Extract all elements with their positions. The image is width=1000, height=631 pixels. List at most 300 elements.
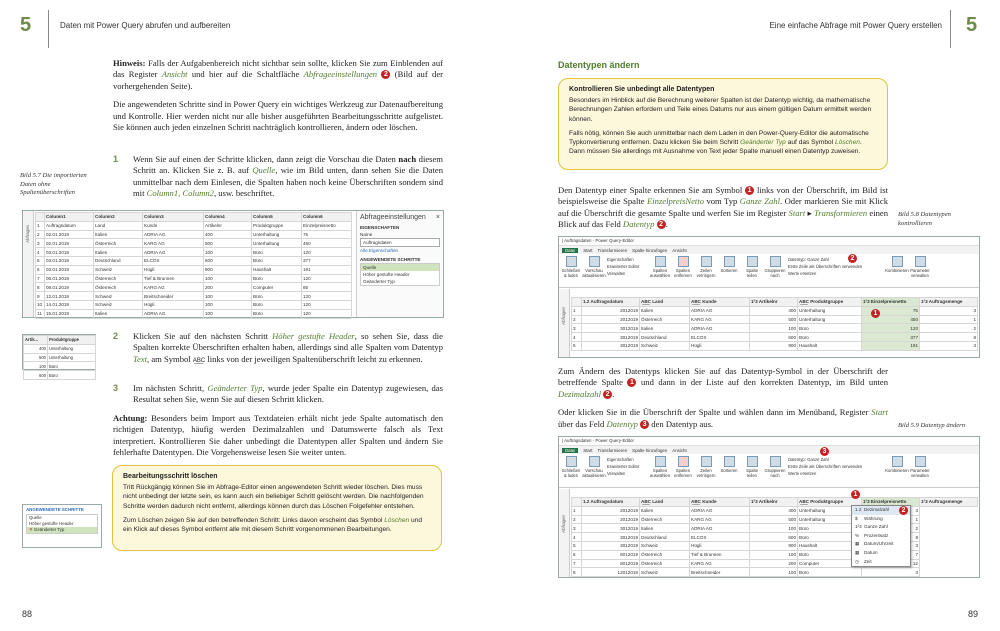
table-cell: 15.01.2019 [45,309,94,318]
table-row[interactable] [36,292,352,301]
table-cell: Breitschneider [690,568,750,577]
step-item[interactable]: Höher gestufte Header [29,521,74,526]
table-cell: Unterhaltung [798,506,862,515]
reduce-rows-button[interactable]: Zeilen verringern [696,256,716,285]
advanced-editor-button[interactable]: Erweiterter Editor [607,264,640,269]
properties-heading: EIGENSCHAFTEN [360,225,400,230]
table-cell: Büro [252,248,302,257]
chapter-number: 5 [966,14,978,36]
table-cell: Österreich [640,515,690,524]
table-row[interactable] [36,274,352,283]
table-row[interactable] [36,256,352,265]
table-cell: 377 [302,256,352,265]
table-cell: 900 [750,341,798,350]
table-cell: 3 [862,541,920,550]
table-cell: 7 [572,559,582,568]
datatype-icon: ◷ [855,558,860,564]
table-cell: 4 [36,248,45,257]
menu-item[interactable]: ◷ Zeit [855,558,872,564]
warning-paragraph: Achtung: Besonders beim Import aus Textdateien erhält nicht jede Spalte automatisch den richtigen Datentyp, häufig werden Dezimalzahlen und Datumswerte falsch als Text interpretiert. Kontrollieren Sie daher unbedingt die Datentypen aller Spalten und ändern Sie fehlerhafte Datentypen. Die Vorgehensweise lesen Sie weiter unten. [113,413,443,458]
window-title: | Auftragsdaten - Power Query-Editor [559,237,979,246]
figure-caption-5-9: Bild 5.9 Datentyp ändern [898,422,966,429]
menu-item[interactable]: % Prozentsatz [855,532,889,538]
tab-file[interactable]: Datei [562,448,578,453]
table-cell: Schweiz [94,292,143,301]
table-cell: Italien [640,324,690,333]
table-cell: 2 [36,230,45,239]
table-cell: 75 [302,230,352,239]
delete-icon: ✕ [29,527,33,532]
figure-caption-5-7: Bild 5.7 Die importierten Daten ohne Spaltenüberschriften [20,172,87,197]
table-cell: 5 [572,541,582,550]
table-cell: 400 [24,344,48,353]
table-cell: 3012019 [582,533,640,542]
table-cell: 4 [572,533,582,542]
name-field[interactable]: Auftragsdaten [360,238,440,247]
table-cell: Büro [252,256,302,265]
table-cell: ADRIA AG [690,324,750,333]
table-cell: 3 [862,568,920,577]
table-cell: KARG AG [690,315,750,324]
table-cell: 7 [36,274,45,283]
table-cell: 2012019 [582,515,640,524]
step-item[interactable]: ✕ Geänderter Typ [27,527,97,533]
table-cell: Unterhaltung [798,306,862,315]
table-cell: Hügli [690,541,750,550]
table-cell: 100 [750,524,798,533]
table-cell: Haushalt [798,341,862,350]
table-cell: 100 [204,309,252,318]
column-header[interactable]: 1.2 Auftragsdatum [582,298,640,307]
datatype-icon: ▦ [855,549,860,555]
table-row[interactable] [24,362,96,371]
combine-button[interactable]: Kombinieren [887,256,907,285]
table-cell: Büro [252,300,302,309]
callout-badge: 3 [820,447,829,456]
table-cell: Büro [252,292,302,301]
table-cell: Schweiz [94,300,143,309]
column-header[interactable]: Column1 [45,213,94,222]
table-row[interactable] [36,265,352,274]
table-cell: Österreich [640,315,690,324]
callout-badge: 1 [871,309,880,318]
table-cell: Italien [94,248,143,257]
table-cell: Büro [798,533,862,542]
table-cell: 03.01.2019 [45,265,94,274]
data-grid [571,297,978,351]
table-cell: Büro [252,309,302,318]
menu-item[interactable]: 1²3 Ganze Zahl [855,524,888,530]
text-type-icon: A͟B͟C [192,357,206,364]
table-row[interactable] [24,371,96,380]
datatype-note: Kontrollieren Sie unbedingt alle Datentypen Besonders im Hinblick auf die Berechnung weiterer Spalten ist der Datentyp wichtig, da mathematische Berechnungen Zahlen erfordern und Teile eines Datums nur aus einem gültigen Datum ermittelt werden können. Falls nötig, können Sie auch unmittelbar nach dem Laden in den Power-Query-Editor die automatische Typkonvertierung entfernen. Dazu klicken Sie beim Schritt Geänderter Typ auf das Symbol Löschen. Dann müssen Sie allerdings mit Ausnahme von Text jeder Spalte manuell einen Datentyp zuweisen. [558,78,888,170]
table-cell: ADRIA AG [690,506,750,515]
table-cell: Schweiz [94,265,143,274]
table-cell: 7 [862,550,920,559]
table-cell: 2012019 [582,315,640,324]
right-page [500,0,1000,631]
table-cell: 8 [862,533,920,542]
tab-start[interactable]: Start [583,447,593,453]
menu-item[interactable]: ▦ Datum/Uhrzeit [855,541,894,547]
tab-transform[interactable]: Transformieren [597,247,628,253]
table-cell: Unterhaltung [252,239,302,248]
table-row[interactable] [36,248,352,257]
menu-item[interactable]: ▦ Datum [855,549,878,555]
table-cell: Büro [48,371,96,380]
table-cell: 120 [302,309,352,318]
figure-caption-5-8: Bild 5.8 Datentypen kontrollieren [898,211,951,227]
table-cell: Unterhaltung [48,353,96,362]
datatype-icon: ▦ [855,541,860,547]
table-cell: 3 [920,306,978,315]
table-row[interactable] [572,515,978,524]
table-row[interactable] [36,230,352,239]
applied-steps-heading: ANGEWENDETE SCHRITTE [360,257,421,262]
first-row-headers-button[interactable]: Erste Zeile als Überschriften verwenden [788,264,863,269]
table-cell: 900 [204,265,252,274]
table-cell: Hügli [143,265,204,274]
table-cell: Deutschland [640,333,690,342]
column-header[interactable]: Column3 [143,213,204,222]
table-cell: 3 [862,506,920,515]
section-title: Datentypen ändern [558,60,640,70]
datatype-icon: $ [855,515,858,521]
table-cell: Italien [640,306,690,315]
callout-badge: 2 [381,70,390,79]
manage-button[interactable]: Verwalten [607,271,626,276]
table-cell: 10 [36,300,45,309]
table-cell: 450 [862,315,920,324]
table-cell: 500 [750,315,798,324]
table-cell: Italien [94,230,143,239]
table-cell: 3012019 [582,541,640,550]
table-cell: 450 [302,239,352,248]
table-row[interactable] [572,324,978,333]
choose-columns-button[interactable]: Spalten auswählen [650,256,670,285]
queries-pane-label: Abfragen [25,225,30,243]
table-cell: 3 [572,524,582,533]
table-cell: 5 [572,341,582,350]
table-cell: Schweiz [640,541,690,550]
page-number: 88 [22,609,33,619]
column-header: Artik... [24,336,48,345]
table-cell: 3012019 [582,333,640,342]
table-cell: 3012019 [582,524,640,533]
table-row[interactable] [572,568,978,577]
note-title: Bearbeitungsschritt löschen [123,473,218,480]
table-cell: 200 [204,283,252,292]
table-cell: 100 [204,300,252,309]
table-cell: ADRIA AG [690,306,750,315]
table-cell: 500 [24,353,48,362]
table-cell: 500 [750,515,798,524]
header-rule [48,10,49,48]
table-cell: 900 [750,541,798,550]
table-row[interactable] [572,533,978,542]
column-header[interactable]: A͟B͟C Kunde [690,298,750,307]
table-cell: Land [94,221,143,230]
table-cell: 600 [750,533,798,542]
table-cell: Unterhaltung [48,344,96,353]
datatype-dropdown[interactable]: Datentyp: Ganze Zahl [788,257,829,262]
callout-badge: 1 [851,490,860,499]
tab-file[interactable]: Datei [562,248,578,253]
table-cell: 12.01.2019 [45,292,94,301]
tab-transform[interactable]: Transformieren [597,447,628,453]
table-cell: ADRIA AG [690,524,750,533]
table-cell: ADRIA AG [143,248,204,257]
table-cell: 3012019 [582,324,640,333]
tab-view[interactable]: Ansicht [672,247,687,253]
pane-title: Abfrageeinstellungen [360,214,426,221]
table-cell: 03.01.2019 [45,248,94,257]
table-cell: 5 [36,256,45,265]
table-cell: 1 [572,506,582,515]
table-cell: 85 [302,283,352,292]
table-cell: Büro [798,568,862,577]
tab-add-column[interactable]: Spalte hinzufügen [632,447,668,453]
column-header: Produktgruppe [48,336,96,345]
step-3-text: Im nächsten Schritt, Geänderter Typ, wurde jeder Spalte ein Datentyp zugewiesen, das Resultat sehen Sie, wenn Sie auf diesen Schritt klicken. [133,383,443,405]
table-cell: Haushalt [252,265,302,274]
header-rule [950,10,951,48]
tab-add-column[interactable]: Spalte hinzufügen [632,247,668,253]
note-title: Kontrollieren Sie unbedingt alle Datentypen [569,86,715,93]
step-item[interactable]: Quelle [29,515,42,520]
column-header[interactable]: Column4 [204,213,252,222]
table-cell: 4 [572,333,582,342]
tab-start[interactable]: Start [583,247,593,253]
sort-button[interactable]: Sortieren [719,256,739,285]
table-cell: 600 [750,333,798,342]
table-cell: KARG AG [690,559,750,568]
column-header[interactable]: Column6 [302,213,352,222]
table-cell: 12012019 [582,568,640,577]
step-number: 2 [113,331,119,341]
table-cell: 02.01.2019 [45,230,94,239]
table-cell: Breitschneider [143,292,204,301]
close-load-button[interactable]: Schließen & laden [561,256,581,285]
table-row[interactable] [572,524,978,533]
table-cell: Hügli [690,341,750,350]
refresh-preview-button[interactable]: Vorschau aktualisieren [584,256,604,285]
table-cell: Produktgruppe [252,221,302,230]
running-head: Eine einfache Abfrage mit Power Query erstellen [769,21,942,30]
table-cell: Italien [640,506,690,515]
column-header[interactable]: A͟B͟C Land [640,298,690,307]
table-cell: Schweiz [640,568,690,577]
replace-values-button[interactable]: Werte ersetzen [788,271,817,276]
table-cell: 377 [862,333,920,342]
step-item[interactable]: Geänderter Typ [363,279,395,284]
change-type-paragraph: Zum Ändern des Datentyps klicken Sie auf das Datentyp-Symbol in der Überschrift der betreffende Spalte 1 und dann in der Liste auf den korrekten Datentyp, im Bild unten Dezimalzahl 2 . Oder klicken Sie in die Überschrift der Spalte und wählen dann im Menüband, Register Start über das Feld Datentyp 3 den Datentyp aus. [558,366,888,429]
table-cell: Computer [798,559,862,568]
table-cell: Haushalt [798,541,862,550]
table-cell: KARG AG [143,283,204,292]
table-cell: 02.01.2019 [45,239,94,248]
manage-parameters-button[interactable]: Parameter verwalten [910,256,930,285]
table-cell: KARG AG [143,239,204,248]
table-cell: 600 [24,371,48,380]
column-header[interactable]: Column2 [94,213,143,222]
table-row[interactable] [36,300,352,309]
table-cell: Computer [252,283,302,292]
table-cell: 6 [572,550,582,559]
datatype-icon: % [855,532,860,538]
table-cell: 03.01.2019 [45,256,94,265]
table-cell: ADRIA AG [143,230,204,239]
ribbon [559,254,979,288]
table-cell: 1 [572,306,582,315]
column-header[interactable]: 1²3 Auftragsmenge [920,298,978,307]
table-cell: 1 [920,315,978,324]
table-cell: 8012019 [582,559,640,568]
body-text-top [113,58,443,140]
all-properties-link[interactable]: Alle Eigenschaften [360,248,399,253]
table-cell: 3 [36,239,45,248]
table-row[interactable] [36,309,352,318]
table-row[interactable] [36,221,352,230]
table-cell: Unterhaltung [252,230,302,239]
table-cell: 2 [572,315,582,324]
table-cell: 2 [572,515,582,524]
table-cell: Tief & Brunnen [690,550,750,559]
close-icon[interactable]: × [435,214,440,221]
table-row[interactable] [572,550,978,559]
table-cell: 400 [750,306,798,315]
table-cell: Österreich [94,274,143,283]
table-cell: 2 [862,524,920,533]
table-row[interactable] [36,239,352,248]
menu-item[interactable]: 1.2 Dezimalzahl [852,506,910,515]
table-cell: 1 [862,515,920,524]
data-grid-2: 1.2 Auftragsdatum A͟B͟C Land A͟B͟C Kunde 1²3 Artikelnr A͟B͟C Produktgruppe 1²3 Einzelpreisnetto 1²3 Auftragsmenge 1 2012019 Italien ADRIA AG 400 Unterhaltung 3 2 2012019 Österreich KARG AG 500 Unterhaltung 1 3 3012019 Italien ADRIA AG 100 Büro 2 4 3012019 Deutschland ELCOX 600 Büro 8 5 3012019 Schweiz Hügli 900 Haushalt 3 6 6012019 Österreich Tief & Brunnen 100 Büro 7 7 8012019 Österreich KARG AG 200 Computer 12 8 12012019 Schweiz Breitschneider 100 Büro 3 [571,497,978,577]
table-cell: Deutschland [94,256,143,265]
table-cell: 3 [572,324,582,333]
step-2-text: Klicken Sie auf den nächsten Schritt Höher gestufte Header, so sehen Sie, dass die Spalten korrekte Überschriften erhalten haben, allerdings sind alle Spalten vom Datentyp Text, am Symbol A͟B͟C links von der jeweiligen Spaltenüberschrift leicht zu erkennen. [133,331,443,364]
table-cell: 12 [862,559,920,568]
table-row[interactable] [36,283,352,292]
table-row[interactable] [572,341,978,350]
table-cell: KARG AG [690,515,750,524]
table-cell: Unterhaltung [798,515,862,524]
callout-badge: 2 [899,506,908,515]
table-cell: ELCOX [690,533,750,542]
datatype-dropdown[interactable]: Datentyp: Ganze Zahl [788,457,829,462]
table-cell: Österreich [94,283,143,292]
table-row[interactable] [572,306,978,315]
table-cell: ELCOX [690,333,750,342]
table-cell: Einzelpreisnetto [302,221,352,230]
table-cell: 100 [750,324,798,333]
table-cell: Büro [252,274,302,283]
table-cell: 3012019 [582,341,640,350]
table-cell: 1 [36,221,45,230]
chapter-number: 5 [20,14,32,36]
delete-step-note: Bearbeitungsschritt löschen Tritt Rückgängig können Sie im Abfrage-Editor einen angewendeten Schritt wieder löschen. Dies muss nicht unbedingt der letzte sein, es kann auch ein beliebiger Schritt gelöscht werden. Die nachfolgenden Schritte werden dadurch nicht entfernt, allerdings können durch das Löschen Folgefehler entstehen. Zum Löschen zeigen Sie auf den betreffenden Schritt: Links davon erscheint das Symbol Löschen und ein Klick auf dieses Symbol entfernt alle mit diesem Schritt vorgenommenen Bearbeitungen. [112,465,442,551]
table-cell: 191 [862,341,920,350]
page-number: 89 [967,609,978,619]
name-label: Name [360,232,373,237]
menu-item[interactable]: $ Währung [855,515,883,521]
table-cell: 3 [920,341,978,350]
table-row[interactable] [24,353,96,362]
table-cell: Deutschland [640,533,690,542]
table-cell: 2 [920,324,978,333]
table-cell: 11 [36,309,45,318]
column-header-selected[interactable]: 1²3 Einzelpreisnetto [862,498,920,507]
table-cell: 120 [862,324,920,333]
table-row[interactable] [572,541,978,550]
preview-table [35,212,352,319]
queries-pane-label: Abfragen [561,307,566,325]
datatype-paragraph: Den Datentyp einer Spalte erkennen Sie am Symbol 1 links von der Überschrift, im Bild ist beispielsweise die Spalte EinzelpreisNetto vom Typ Ganze Zahl. Oder markieren Sie mit Klick auf die Überschrift die gesamte Spalte und werfen Sie im Register Start ▸ Transformieren einen Blick auf das Feld Datentyp 2 . [558,185,888,230]
column-header[interactable]: A͟B͟C Produktgruppe [798,298,862,307]
table-cell: Büro [798,333,862,342]
column-header-selected[interactable]: 1²3 Einzelpreisnetto [862,298,920,307]
step-item[interactable]: Quelle [361,264,439,271]
table-cell: 100 [24,362,48,371]
step-1-text: Wenn Sie auf einen der Schritte klicken, dann zeigt die Vorschau die Daten nach diesem Schritt an. Klicken Sie z. B. auf Quelle, wie im Bild unten, dann sehen Sie die Daten unmittelbar nach dem Einlesen, die Spalten haben noch keine Überschriften sondern sind mit Column1, Column2, usw. beschriftet. [133,154,443,199]
table-cell: Büro [798,524,862,533]
table-cell: Büro [798,324,862,333]
tab-view[interactable]: Ansicht [672,447,687,453]
table-cell: 100 [204,248,252,257]
table-cell: ELCOX [143,256,204,265]
table-cell: Artikelnr [204,221,252,230]
column-header[interactable]: Column5 [252,213,302,222]
table-cell: Büro [798,550,862,559]
table-row[interactable] [572,315,978,324]
table-cell: Büro [48,362,96,371]
table-cell: 2012019 [582,306,640,315]
query-settings-pane [356,211,443,317]
table-cell: 600 [204,256,252,265]
table-cell: 8 [36,283,45,292]
table-cell: 100 [204,292,252,301]
table-cell: Hügli [143,300,204,309]
step-item[interactable]: Höher gestufte Header [363,272,410,277]
table-cell: 06.01.2019 [45,274,94,283]
table-cell: Österreich [640,559,690,568]
table-row[interactable] [24,344,96,353]
table-row[interactable] [572,506,978,515]
group-by-button[interactable]: Gruppieren nach [765,256,785,285]
remove-columns-button[interactable]: Spalten entfernen [673,256,693,285]
table-cell: 200 [750,559,798,568]
table-row[interactable] [572,559,978,568]
table-cell: Auftragsdatum [45,221,94,230]
table-cell: 100 [750,568,798,577]
column-header[interactable]: 1²3 Artikelnr [750,298,798,307]
table-cell: Unterhaltung [798,315,862,324]
properties-button[interactable]: Eigenschaften [607,257,634,262]
table-cell: 9 [36,292,45,301]
power-query-editor-screenshot [558,236,980,358]
table-cell: 400 [204,230,252,239]
table-row[interactable] [572,333,978,342]
split-column-button[interactable]: Spalte teilen [742,256,762,285]
callout-badge: 2 [848,254,857,263]
table-cell: 6 [36,265,45,274]
table-cell: Italien [640,524,690,533]
query-preview-screenshot [22,210,444,318]
table-cell: Österreich [94,239,143,248]
table-cell: Österreich [640,550,690,559]
table-cell: 100 [750,550,798,559]
table-cell: 75 [862,306,920,315]
